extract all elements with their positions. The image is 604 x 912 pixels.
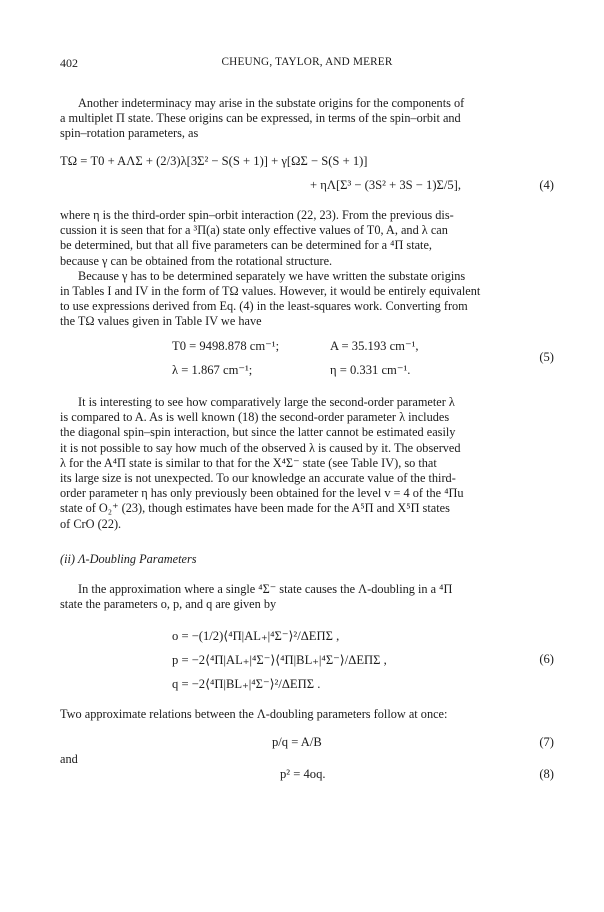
equation-number-8: (8)	[539, 767, 554, 781]
text-line: Two approximate relations between the Λ-doubling parameters follow at once:	[60, 707, 448, 721]
text-line: it is not possible to say how much of the observed λ is caused by it. The observed	[60, 440, 461, 455]
text-line: is compared to A. As is well known (18) the second-order parameter λ includes	[60, 410, 450, 425]
text-line: state of O₂⁺ (23), though estimates have been made for the A⁵Π and X⁵Π states	[60, 501, 450, 516]
equation-4-line2: + ηΛ[Σ³ − (3S² + 3S − 1)Σ/5],	[310, 178, 461, 192]
paragraph-discussion	[60, 208, 554, 330]
text-line: order parameter η has only previously been obtained for the level v = 4 of the ⁴Πu	[60, 486, 464, 501]
text-line: Another indeterminacy may arise in the substate origins for the components of	[78, 96, 465, 110]
section-heading: (ii) Λ-Doubling Parameters	[60, 552, 197, 566]
paragraph-lambda-doubling	[60, 582, 554, 612]
equation-7: p/q = A/B	[272, 735, 322, 749]
equation-8: p² = 4oq.	[280, 767, 326, 781]
equation-5-t0: T0 = 9498.878 cm⁻¹;	[172, 339, 280, 353]
paragraph-relations	[60, 707, 554, 722]
text-line: its large size is not unexpected. To our knowledge an accurate value of the third-	[60, 470, 456, 485]
running-header	[60, 56, 554, 74]
running-title-authors: CHEUNG, TAYLOR, AND MERER	[221, 56, 393, 68]
text-line: λ for the A⁴Π state is similar to that for the X⁴Σ⁻ state (see Table IV), so that	[60, 455, 437, 470]
equation-number-7: (7)	[539, 735, 554, 749]
equation-number-5: (5)	[539, 350, 554, 364]
text-line: and	[60, 752, 78, 766]
text-line: in Tables I and IV in the form of TΩ values. However, it would be entirely equivalent	[60, 283, 481, 298]
text-line: because γ can be obtained from the rotational structure.	[60, 253, 333, 268]
text-line: the diagonal spin–spin interaction, but since the latter cannot be estimated easily	[60, 425, 456, 440]
text-line: the TΩ values given in Table IV we have	[60, 314, 262, 329]
text-line: a multiplet Π state. These origins can be expressed, in terms of the spin–orbit and	[60, 111, 461, 126]
text-line: It is interesting to see how comparatively large the second-order parameter λ	[78, 395, 455, 409]
text-line: be determined, but that all five parameters can be determined for a ⁴Π state,	[60, 238, 433, 253]
equation-number-6: (6)	[539, 652, 554, 666]
equation-5-eta: η = 0.331 cm⁻¹.	[330, 363, 411, 377]
text-line: to use expressions derived from Eq. (4) in the least-squares work. Converting from	[60, 299, 468, 314]
equation-5-a: A = 35.193 cm⁻¹,	[330, 339, 419, 353]
text-line: state the parameters o, p, and q are given by	[60, 597, 277, 612]
equation-4-line1: TΩ = T0 + AΛΣ + (2/3)λ[3Σ² − S(S + 1)] + γ[ΩΣ − S(S + 1)]	[60, 154, 368, 168]
text-line: Because γ has to be determined separately we have written the substate origins	[78, 268, 466, 283]
equation-6-o: o = −(1/2)⟨⁴Π|AL₊|⁴Σ⁻⟩²/ΔEΠΣ ,	[172, 629, 340, 643]
page-number: 402	[60, 56, 78, 70]
text-line: spin–rotation parameters, as	[60, 126, 199, 141]
paragraph-lambda	[60, 395, 554, 532]
equation-6-p: p = −2⟨⁴Π|AL₊|⁴Σ⁻⟩⟨⁴Π|BL₊|⁴Σ⁻⟩/ΔEΠΣ ,	[172, 653, 387, 667]
text-line: where η is the third-order spin–orbit interaction (22, 23). From the previous dis-	[60, 208, 454, 222]
text-line: of CrO (22).	[60, 516, 122, 531]
equation-number-4: (4)	[539, 178, 554, 192]
text-line: In the approximation where a single ⁴Σ⁻ state causes the Λ-doubling in a ⁴Π	[78, 582, 453, 596]
equation-6-q: q = −2⟨⁴Π|BL₊|⁴Σ⁻⟩²/ΔEΠΣ .	[172, 677, 321, 691]
text-line: cussion it is seen that for a ³Π(a) state only effective values of T0, A, and λ can	[60, 223, 448, 238]
paragraph-intro	[60, 96, 554, 142]
text-and	[60, 752, 554, 767]
equation-5-lambda: λ = 1.867 cm⁻¹;	[172, 363, 253, 377]
